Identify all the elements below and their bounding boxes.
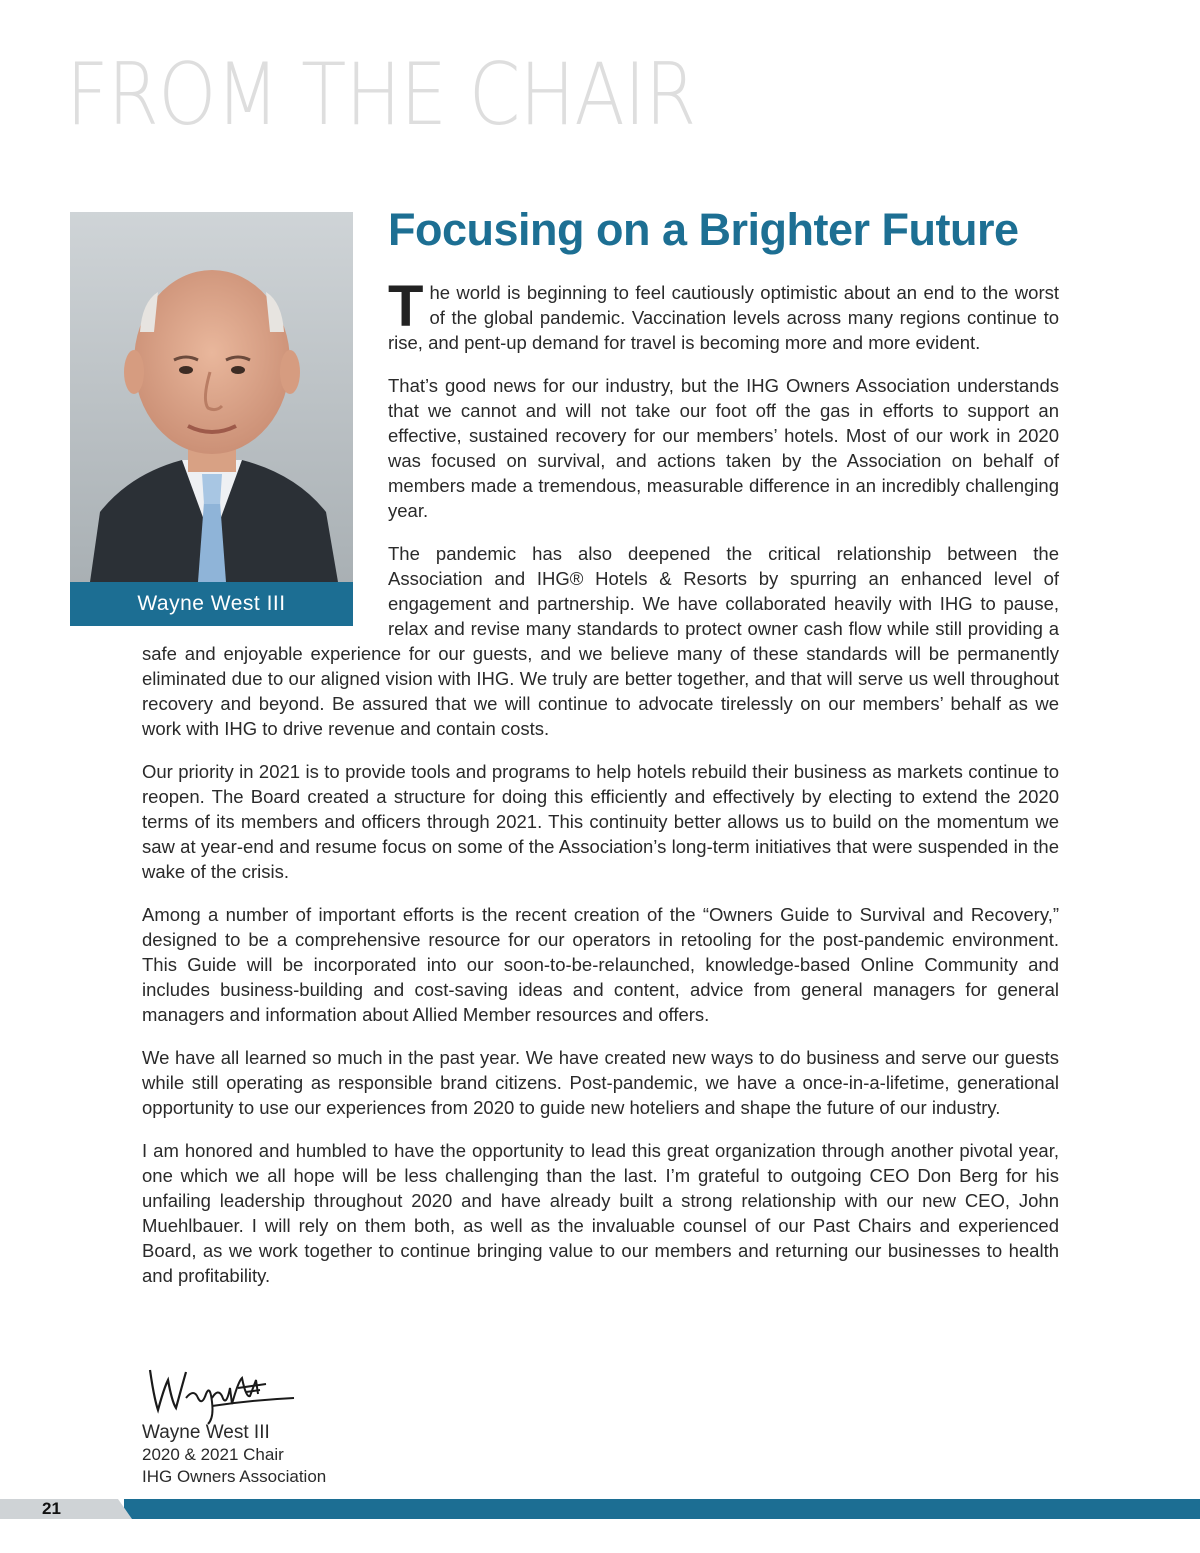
page-number: 21 xyxy=(42,1499,61,1518)
paragraph-7: I am honored and humbled to have the opportunity to lead this great organization through another pivotal year, one which we all hope will be less challenging than the last. I’m grateful to outgoing CEO Don Berg for his unfailing leadership throughout 2020 and have already built a strong relationship with our new CEO, John Muehlbauer. I will rely on them both, as well as the invaluable counsel of our Past Chairs and experienced Board, as we work together to continue bringing value to our members and returning our businesses to health and profitability. xyxy=(142,1140,1059,1286)
photo-caption: Wayne West III xyxy=(70,582,353,626)
paragraph-2: That’s good news for our industry, but the IHG Owners Association understands that we cannot and will not take our foot off the gas in efforts to support an effective, sustained recovery for our members’ hotels. Most of our work in 2020 was focused on survival, and actions taken by the Association on behalf of members made a tremendous, measurable difference in an incredibly challenging year. xyxy=(388,375,1059,521)
paragraph-4: Our priority in 2021 is to provide tools and programs to help hotels rebuild their business as markets continue to reopen. The Board created a structure for doing this efficiently and effectively by electing to extend the 2020 terms of its members and officers through 2021. This continuity better allows us to build on the momentum we saw at year-end and resume focus on some of the Association’s long-term initiatives that were suspended in the wake of the crisis. xyxy=(142,761,1059,882)
paragraph-3: The pandemic has also deepened the critical relationship between the Association and IHG® Hotels & Resorts by spurring an enhanced level of engagement and partnership. We have collaborated heavily with IHG to pause, relax and revise many standards to protect owner cash flow while still providing a safe and enjoyable experience for our guests, and we believe many of these standards will be permanently eliminated due to our aligned vision with IHG. We truly are better together, and that will serve us well throughout recovery and beyond. Be assured that we will continue to advocate tirelessly on our members’ behalf as we work with IHG to drive revenue and contain costs. xyxy=(142,543,1059,739)
signer-organization: IHG Owners Association xyxy=(142,1467,327,1486)
footer-page-tab xyxy=(0,1499,132,1519)
article-headline: Focusing on a Brighter Future xyxy=(388,204,1019,255)
signature-block xyxy=(142,1422,326,1488)
paragraph-6: We have all learned so much in the past year. We have created new ways to do business and serve our guests while still operating as responsible brand citizens. Post-pandemic, we have a once-in-a-lifetime, generational opportunity to use our experiences from 2020 to guide new hoteliers and shape the future of our industry. xyxy=(142,1047,1059,1118)
paragraph-5: Among a number of important efforts is the recent creation of the “Owners Guide to Survival and Recovery,” designed to be a comprehensive resource for our operators in retooling for the post-pandemic environment. This Guide will be incorporated into our soon-to-be-relaunched, knowledge-based Online Community and includes business-building and cost-saving ideas and content, advice from general managers for general managers and information about Allied Member resources and offers. xyxy=(142,904,1059,1025)
article-body xyxy=(142,274,1059,1306)
handwritten-signature xyxy=(142,1358,302,1428)
section-title: FROM THE CHAIR xyxy=(66,45,696,145)
footer-accent-bar xyxy=(124,1499,1200,1519)
drop-cap: T xyxy=(388,274,424,339)
signer-name: Wayne West III xyxy=(142,1422,270,1443)
paragraph-1-text: he world is beginning to feel cautiously optimistic about an end to the worst of the global pandemic. Vaccination levels across many regions continue to rise, and pent-up demand for travel is becoming more and more evident. xyxy=(388,282,1059,353)
signer-title: 2020 & 2021 Chair xyxy=(142,1445,284,1464)
photo-wrap-spacer xyxy=(142,280,388,628)
